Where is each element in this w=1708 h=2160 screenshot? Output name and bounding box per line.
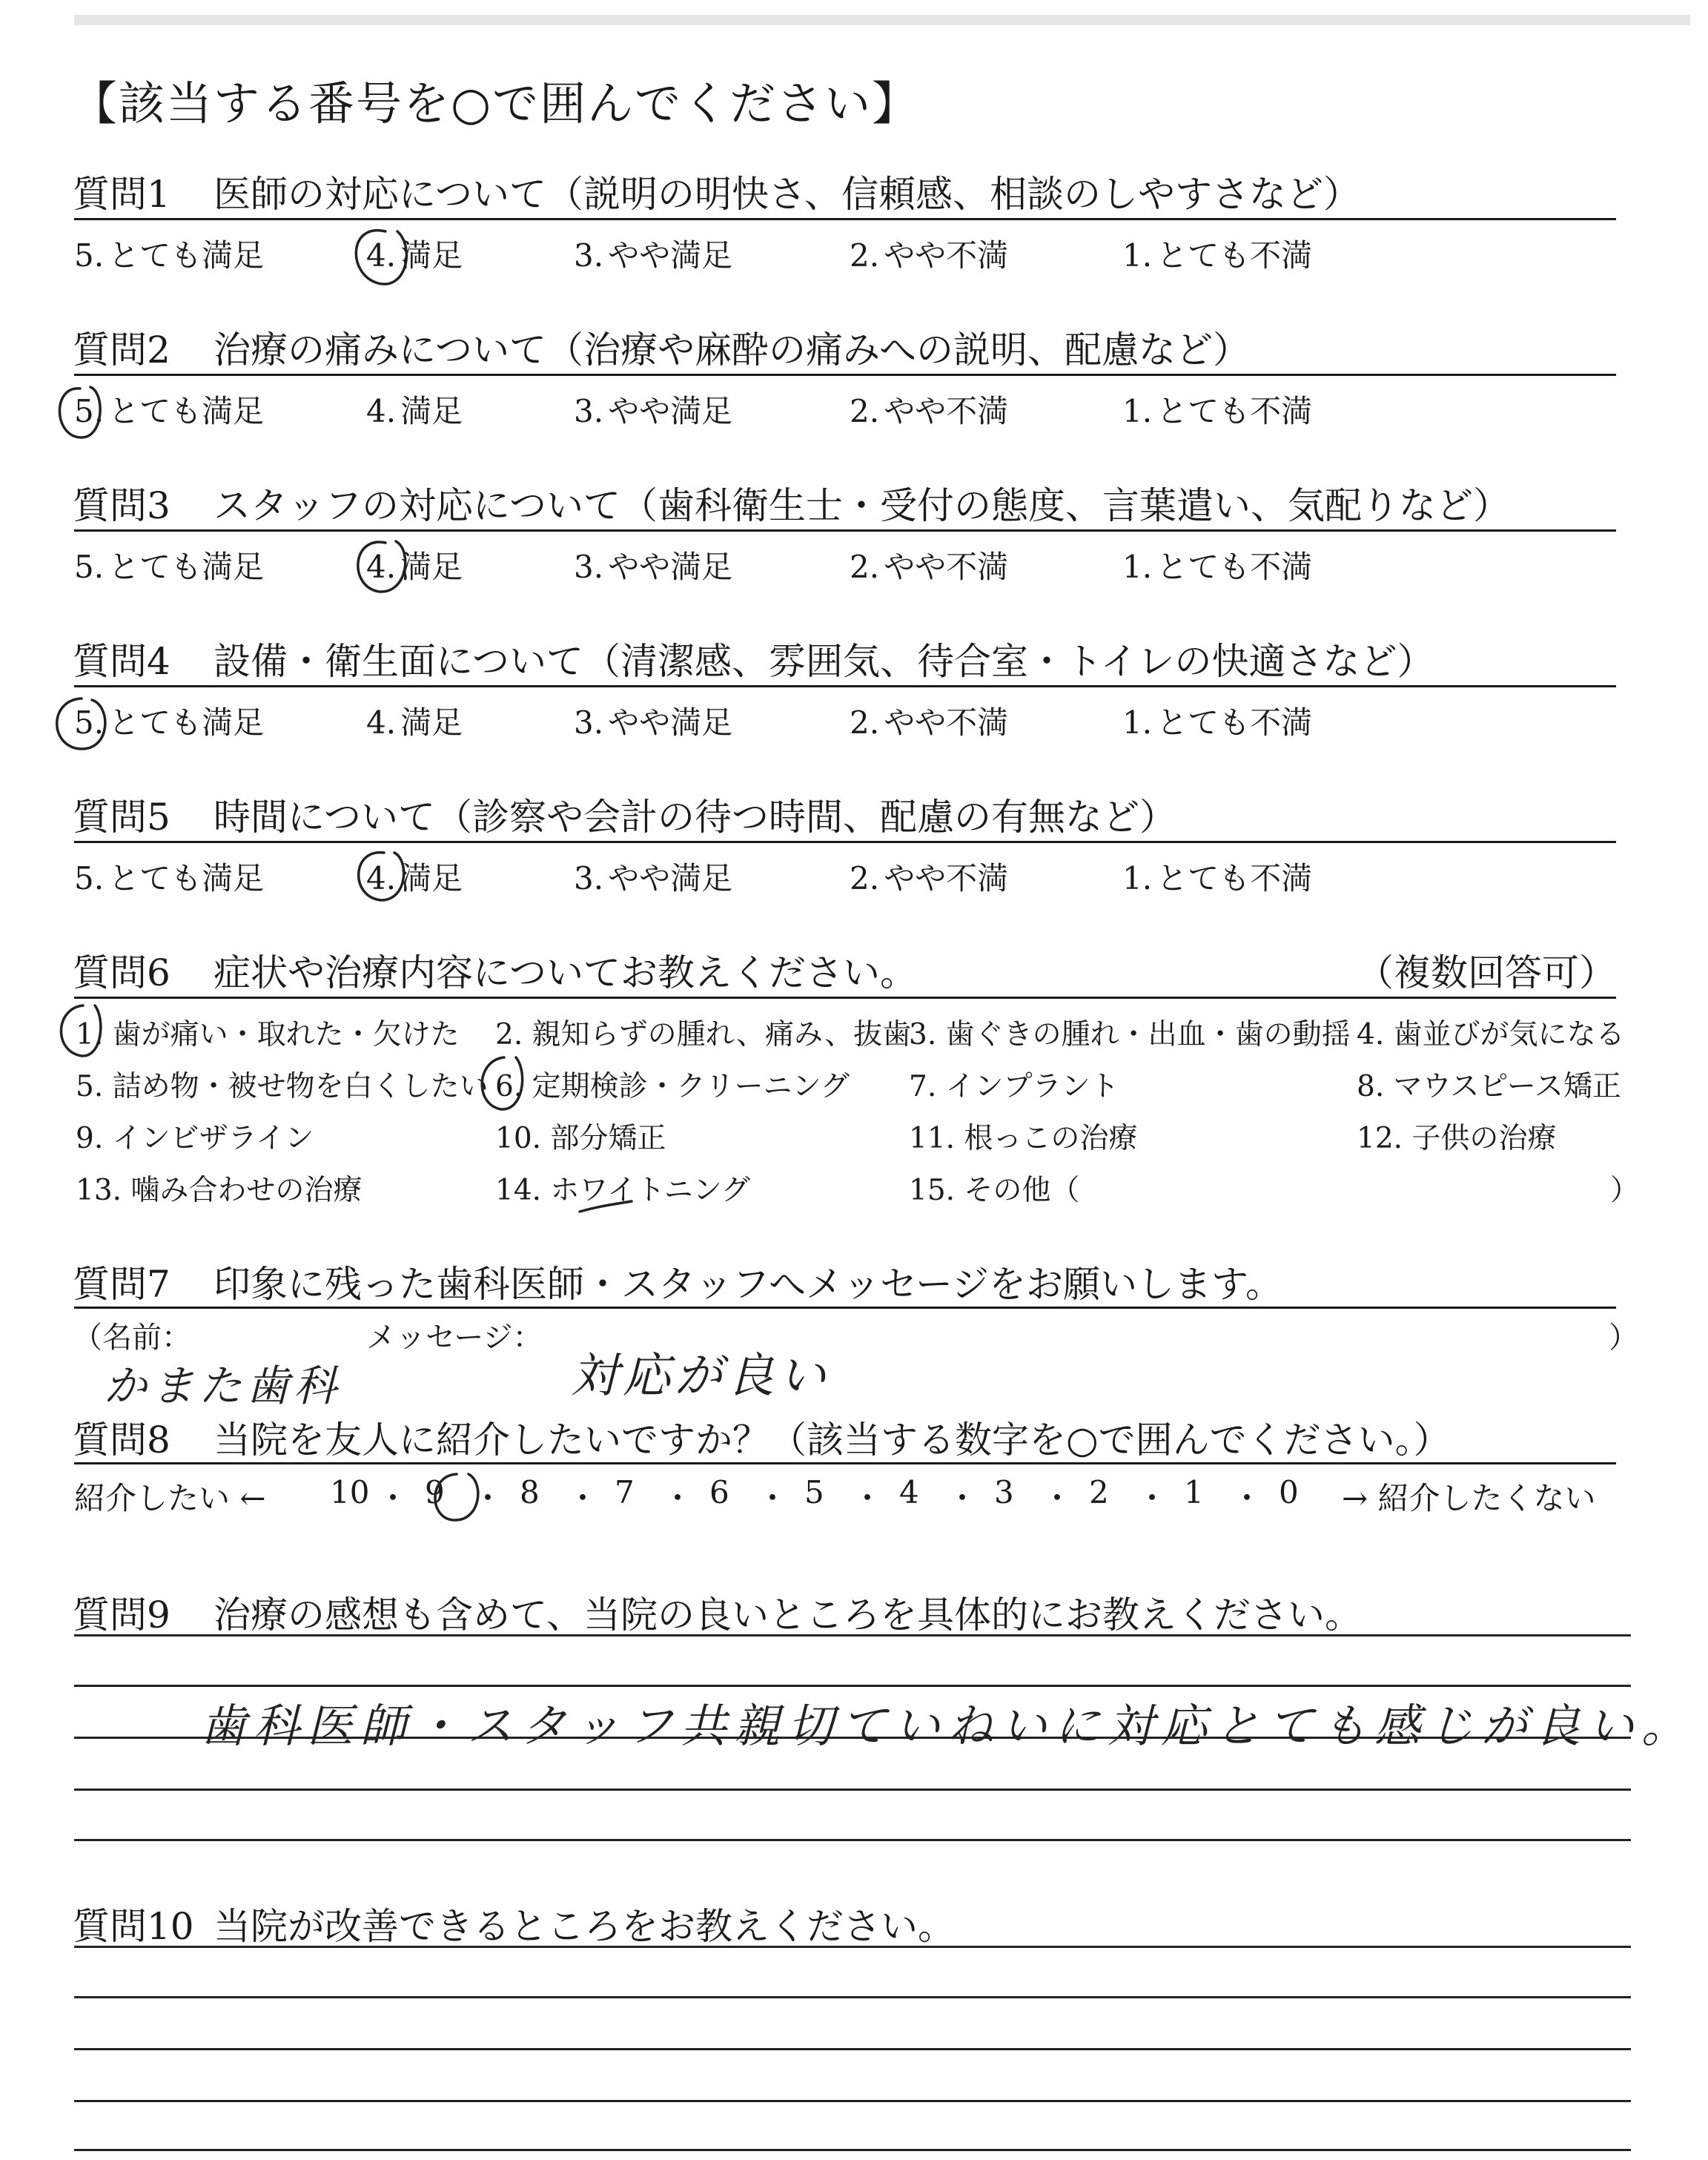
scale-option-number: 5. xyxy=(74,393,105,429)
scale-option[interactable] xyxy=(74,854,264,899)
scale-option-number: 2. xyxy=(850,704,880,741)
q9-write-line xyxy=(74,1789,1631,1791)
q7-name-label: （名前： xyxy=(73,1321,191,1355)
q7-message-handwritten: 対応が良い xyxy=(571,1349,830,1404)
scale-option-number: 1. xyxy=(1122,704,1153,741)
scale-option-label: やや満足 xyxy=(608,549,733,585)
q6-item: 12. 子供の治療 xyxy=(1357,1122,1557,1155)
q8-scale-separator: ・ xyxy=(1136,1480,1168,1516)
q8-scale-separator: ・ xyxy=(852,1480,884,1516)
scale-option-label: 満足 xyxy=(400,860,463,896)
q6-item: 11. 根っこの治療 xyxy=(909,1122,1138,1155)
question-5-number: 質問5 xyxy=(73,796,171,839)
question-6-multi-note: （複数回答可） xyxy=(1357,951,1616,994)
scale-option-number: 4. xyxy=(366,237,397,274)
q10-write-line xyxy=(74,1996,1631,1998)
q8-scale-separator: ・ xyxy=(377,1480,409,1516)
scale-option-number: 4. xyxy=(366,860,397,896)
q10-write-line xyxy=(74,1946,1631,1948)
scale-option-label: とても満足 xyxy=(108,549,265,585)
q6-item: 8. マウスピース矯正 xyxy=(1357,1070,1621,1103)
question-3-title xyxy=(73,476,1510,529)
question-2-number: 質問2 xyxy=(73,328,171,371)
question-8-number: 質問8 xyxy=(73,1418,171,1462)
scale-option[interactable] xyxy=(1122,698,1312,743)
scale-option-number: 2. xyxy=(850,860,880,896)
scale-option-number: 1. xyxy=(1122,549,1153,585)
scale-option-label: とても満足 xyxy=(108,237,265,274)
q8-scale-number[interactable]: 6 xyxy=(709,1474,729,1510)
question-9-text: 治療の感想も含めて、当院の良いところを具体的にお教えください。 xyxy=(214,1593,1362,1636)
question-7-title xyxy=(73,1255,1282,1308)
question-9-title xyxy=(73,1585,1362,1639)
scale-option-label: やや満足 xyxy=(608,393,733,429)
q8-scale-number[interactable]: 9 xyxy=(425,1474,445,1510)
scale-option-label: とても満足 xyxy=(108,393,265,429)
q6-item: 7. インプラント xyxy=(909,1070,1119,1103)
q8-scale-number[interactable]: 4 xyxy=(899,1474,919,1510)
scale-option-label: 満足 xyxy=(400,393,463,429)
q6-row-4 xyxy=(76,1167,1640,1207)
scale-option-number: 3. xyxy=(574,549,604,585)
q6-row-2 xyxy=(76,1063,1632,1102)
scale-option[interactable] xyxy=(850,698,1008,743)
scale-option-number: 2. xyxy=(850,393,880,429)
scale-option-number: 2. xyxy=(850,237,880,274)
scale-option-label: やや不満 xyxy=(884,860,1009,896)
question-7-number: 質問7 xyxy=(73,1263,171,1306)
scale-option[interactable] xyxy=(74,543,264,587)
scale-option-label: とても満足 xyxy=(108,860,265,896)
q8-scale-number[interactable]: 0 xyxy=(1279,1474,1299,1510)
q8-scale-separator: ・ xyxy=(1231,1480,1263,1516)
question-10-number: 質問10 xyxy=(73,1905,194,1948)
q6-item: 1. 歯が痛い・取れた・欠けた xyxy=(76,1018,460,1051)
scale-option-label: 満足 xyxy=(400,549,463,585)
scale-option-label: 満足 xyxy=(400,237,463,274)
scale-option-label: とても不満 xyxy=(1156,393,1313,429)
scale-option-label: 満足 xyxy=(400,704,463,741)
scale-option[interactable] xyxy=(74,387,264,432)
scale-option-number: 5. xyxy=(74,237,105,274)
q6-item: 10. 部分矯正 xyxy=(495,1122,666,1155)
scale-option-label: とても不満 xyxy=(1156,237,1313,274)
scale-option-number: 5. xyxy=(74,860,105,896)
scale-option[interactable] xyxy=(574,698,732,743)
question-3-number: 質問3 xyxy=(73,484,171,527)
q8-scale-separator: ・ xyxy=(1042,1480,1073,1516)
scale-option-number: 1. xyxy=(1122,860,1153,896)
question-8-title xyxy=(73,1410,1451,1464)
q8-scale-separator: ・ xyxy=(662,1480,694,1516)
q8-scale-separator: ・ xyxy=(472,1480,504,1516)
q6-item: 13. 噛み合わせの治療 xyxy=(76,1174,363,1207)
question-6-rule xyxy=(74,997,1616,999)
scale-option[interactable] xyxy=(1122,387,1312,432)
question-10-text: 当院が改善できるところをお教えください。 xyxy=(214,1905,955,1948)
q9-write-line xyxy=(74,1685,1631,1687)
question-1-options xyxy=(74,231,1631,276)
scale-option-number: 3. xyxy=(574,393,604,429)
question-5-rule xyxy=(74,841,1616,843)
q6-row-1 xyxy=(76,1011,1632,1050)
q10-write-line xyxy=(74,2100,1631,2102)
q8-scale-separator: ・ xyxy=(947,1480,979,1516)
question-8-rule xyxy=(74,1462,1616,1464)
scale-option-label: とても不満 xyxy=(1156,549,1313,585)
q8-scale-separator: ・ xyxy=(567,1480,599,1516)
scale-option-number: 3. xyxy=(574,704,604,741)
q6-item: 14. ホワイトニング xyxy=(495,1174,750,1207)
scale-option-label: やや不満 xyxy=(884,237,1009,274)
scale-option-number: 3. xyxy=(574,237,604,274)
scale-option-number: 3. xyxy=(574,860,604,896)
question-4-title xyxy=(73,632,1434,685)
scale-option-label: やや満足 xyxy=(608,237,733,274)
q9-write-line xyxy=(74,1839,1631,1841)
scale-option[interactable] xyxy=(850,543,1008,587)
question-7-rule xyxy=(74,1307,1616,1309)
scale-option[interactable] xyxy=(574,231,732,276)
q6-item: 6. 定期検診・クリーニング xyxy=(495,1070,850,1103)
scale-option-number: 2. xyxy=(850,549,880,585)
question-5-options xyxy=(74,854,1631,899)
question-1-rule xyxy=(74,218,1616,220)
q9-write-line xyxy=(74,1634,1631,1636)
question-6-title xyxy=(73,943,917,997)
q6-row-3 xyxy=(76,1115,1632,1154)
scale-option-number: 1. xyxy=(1122,393,1153,429)
scale-option[interactable] xyxy=(1122,231,1312,276)
question-1-title xyxy=(73,165,1360,218)
q8-right-label: → 紹介したくない xyxy=(1342,1480,1596,1516)
scale-option[interactable] xyxy=(1122,543,1312,587)
scale-option[interactable] xyxy=(366,854,463,899)
q10-write-line xyxy=(74,2149,1631,2151)
scale-option[interactable] xyxy=(850,854,1008,899)
scale-option[interactable] xyxy=(574,854,732,899)
question-2-rule xyxy=(74,374,1616,376)
q6-item: 5. 詰め物・被せ物を白くしたい xyxy=(76,1070,489,1103)
scale-option-number: 1. xyxy=(1122,237,1153,274)
question-5-title xyxy=(73,787,1176,841)
question-4-rule xyxy=(74,685,1616,687)
question-6-text: 症状や治療内容についてお教えください。 xyxy=(214,951,917,994)
question-10-title xyxy=(73,1897,955,1950)
q8-scale-number[interactable]: 1 xyxy=(1184,1474,1204,1510)
scale-option-label: とても不満 xyxy=(1156,860,1313,896)
scale-option-number: 4. xyxy=(366,704,397,741)
question-3-text: スタッフの対応について（歯科衛生士・受付の態度、言葉遣い、気配りなど） xyxy=(214,484,1510,527)
scale-option[interactable] xyxy=(1122,854,1312,899)
q7-close-paren: ） xyxy=(1609,1321,1638,1355)
q8-scale-number[interactable]: 10 xyxy=(330,1474,370,1510)
question-1-number: 質問1 xyxy=(73,173,171,216)
question-4-text: 設備・衛生面について（清潔感、雰囲気、待合室・トイレの快適さなど） xyxy=(214,640,1434,683)
question-6-number: 質問6 xyxy=(73,951,171,994)
q6-item: 4. 歯並びが気になる xyxy=(1357,1018,1625,1051)
q7-message-label: メッセージ： xyxy=(366,1321,543,1355)
q8-scale-number[interactable]: 5 xyxy=(804,1474,824,1510)
scale-option[interactable] xyxy=(366,698,463,743)
q10-write-line xyxy=(74,2048,1631,2050)
question-3-rule xyxy=(74,529,1616,532)
instruction-header: 【該当する番号を○で囲んでください】 xyxy=(71,76,920,131)
q8-scale-number[interactable]: 2 xyxy=(1089,1474,1109,1510)
question-4-options xyxy=(74,698,1631,743)
question-1-text: 医師の対応について（説明の明快さ、信頼感、相談のしやすさなど） xyxy=(214,173,1360,216)
scale-option[interactable] xyxy=(850,387,1008,432)
question-8-text: 当院を友人に紹介したいですか？（該当する数字を○で囲んでください。） xyxy=(214,1418,1451,1462)
question-4-number: 質問4 xyxy=(73,640,171,683)
q8-scale-number[interactable]: 8 xyxy=(520,1474,540,1510)
question-2-options xyxy=(74,387,1631,432)
scale-option[interactable] xyxy=(366,231,463,276)
scale-option-number: 5. xyxy=(74,704,105,741)
q6-item: 2. 親知らずの腫れ、痛み、抜歯 xyxy=(495,1018,912,1051)
scale-option[interactable] xyxy=(850,231,1008,276)
scale-option[interactable] xyxy=(574,543,732,587)
q6-other-close: ） xyxy=(1610,1174,1640,1207)
scale-option-number: 4. xyxy=(366,549,397,585)
q8-scale-separator: ・ xyxy=(757,1480,789,1516)
scale-option-number: 4. xyxy=(366,393,397,429)
question-3-options xyxy=(74,543,1631,587)
question-9-number: 質問9 xyxy=(73,1593,171,1636)
question-2-title xyxy=(73,320,1250,374)
scale-option-label: とても満足 xyxy=(108,704,265,741)
question-2-text: 治療の痛みについて（治療や麻酔の痛みへの説明、配慮など） xyxy=(214,328,1250,371)
scale-option-number: 5. xyxy=(74,549,105,585)
scale-option-label: やや不満 xyxy=(884,393,1009,429)
scale-option[interactable] xyxy=(574,387,732,432)
question-5-text: 時間について（診察や会計の待つ時間、配慮の有無など） xyxy=(214,796,1176,839)
q8-scale-number[interactable]: 3 xyxy=(994,1474,1014,1510)
q8-recommend-scale xyxy=(74,1474,1631,1519)
q8-scale-number[interactable]: 7 xyxy=(615,1474,635,1510)
scale-option[interactable] xyxy=(366,543,463,587)
q6-item: 9. インビザライン xyxy=(76,1122,314,1155)
q6-item: 15. その他（ xyxy=(909,1174,1080,1207)
scale-option-label: やや不満 xyxy=(884,549,1009,585)
scale-option-label: やや満足 xyxy=(608,704,733,741)
scale-option-label: やや不満 xyxy=(884,704,1009,741)
scale-option[interactable] xyxy=(366,387,463,432)
q8-left-label: 紹介したい ← xyxy=(74,1480,266,1516)
scale-option-label: やや満足 xyxy=(608,860,733,896)
scale-option[interactable] xyxy=(74,698,264,743)
q6-item: 3. 歯ぐきの腫れ・出血・歯の動揺 xyxy=(909,1018,1351,1051)
q9-handwritten-answer: 歯科医師・スタッフ共親切ていねいに対応とても感じが良い。 xyxy=(200,1699,1695,1753)
scale-option-label: とても不満 xyxy=(1156,704,1313,741)
q7-name-handwritten: かまた歯科 xyxy=(104,1361,342,1411)
scan-edge xyxy=(74,15,1690,25)
question-7-text: 印象に残った歯科医師・スタッフへメッセージをお願いします。 xyxy=(214,1263,1282,1306)
scale-option[interactable] xyxy=(74,231,264,276)
